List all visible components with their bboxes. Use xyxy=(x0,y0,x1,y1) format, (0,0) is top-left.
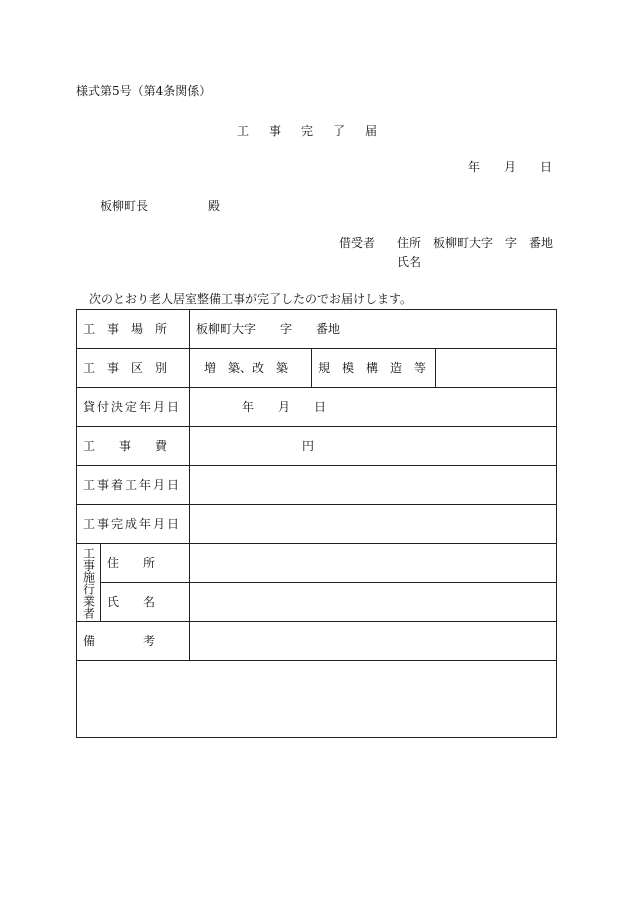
label-contractor-address: 住 所 xyxy=(101,544,190,583)
value-remarks[interactable] xyxy=(190,622,557,661)
applicant-address-label: 住所 xyxy=(397,236,422,250)
label-contractor-group xyxy=(77,544,101,622)
row-start-date xyxy=(77,466,557,505)
label-contractor-name: 氏 名 xyxy=(101,583,190,622)
value-category[interactable]: 増 築、改 築 xyxy=(190,349,312,388)
value-loan-date[interactable]: 年 月 日 xyxy=(190,388,557,427)
intro-text: 次のとおり老人居室整備工事が完了したのでお届けします。 xyxy=(89,292,413,306)
value-contractor-name[interactable] xyxy=(190,583,557,622)
label-category: 工 事 区 別 xyxy=(77,349,190,388)
value-start-date[interactable] xyxy=(190,466,557,505)
value-location[interactable]: 板柳町大字 字 番地 xyxy=(190,310,557,349)
row-loan-date xyxy=(77,388,557,427)
document-title: 工 事 完 了 届 xyxy=(237,124,382,138)
row-location xyxy=(77,310,557,349)
form-number: 様式第5号（第4条関係） xyxy=(76,84,212,98)
label-finish-date: 工事完成年月日 xyxy=(77,505,190,544)
row-cost xyxy=(77,427,557,466)
addressee: 板柳町長 殿 xyxy=(100,199,221,213)
label-loan-date: 貸付決定年月日 xyxy=(77,388,190,427)
label-start-date: 工事着工年月日 xyxy=(77,466,190,505)
remarks-area[interactable] xyxy=(77,661,557,738)
row-category xyxy=(77,349,557,388)
applicant-name-label: 氏名 xyxy=(397,255,422,269)
value-scale-structure[interactable] xyxy=(436,349,557,388)
value-finish-date[interactable] xyxy=(190,505,557,544)
contractor-group-text: 工事施行業者 xyxy=(81,546,96,619)
date-line: 年 月 日 xyxy=(468,160,553,174)
row-contractor-name xyxy=(77,583,557,622)
label-scale-structure: 規 模 構 造 等 xyxy=(312,349,436,388)
value-contractor-address[interactable] xyxy=(190,544,557,583)
label-remarks: 備 考 xyxy=(77,622,190,661)
row-remarks-area xyxy=(77,661,557,738)
label-location: 工 事 場 所 xyxy=(77,310,190,349)
completion-form-table xyxy=(76,309,557,738)
label-cost: 工 事 費 xyxy=(77,427,190,466)
value-cost[interactable]: 円 xyxy=(190,427,557,466)
row-finish-date xyxy=(77,505,557,544)
applicant-role: 借受者 xyxy=(339,236,376,250)
row-remarks xyxy=(77,622,557,661)
row-contractor-address xyxy=(77,544,557,583)
applicant-address-value: 板柳町大字 字 番地 xyxy=(433,236,554,250)
